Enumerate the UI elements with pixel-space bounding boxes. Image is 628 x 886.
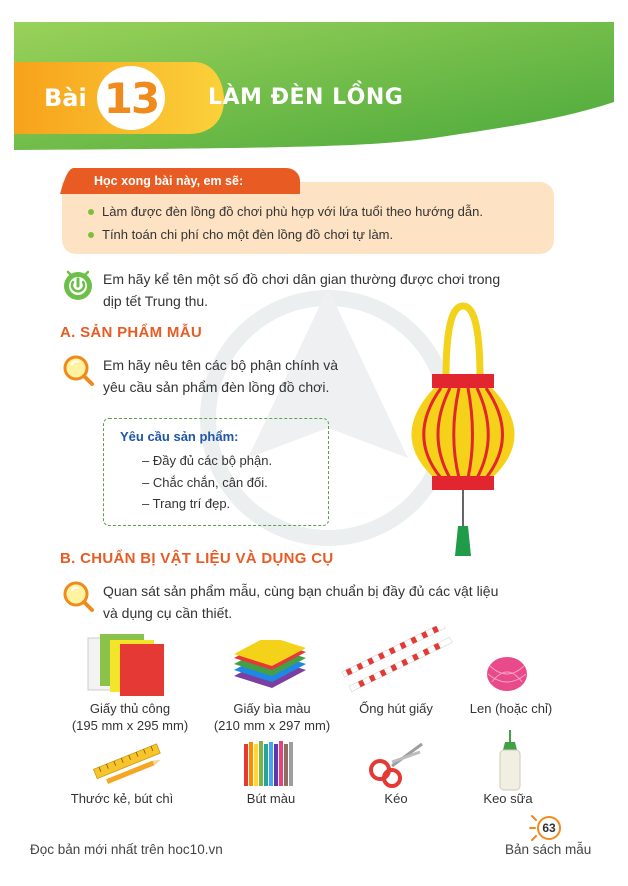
requirement-item: – Trang trí đẹp. [142, 496, 231, 511]
section-a-title: A. SẢN PHẨM MẪU [60, 324, 202, 341]
color-cardboard-icon [232, 640, 308, 696]
section-b-question-line: Quan sát sản phẩm mẫu, cùng bạn chuẩn bị đầy đủ các vật liệu [103, 583, 499, 599]
material-name: Kéo [384, 791, 408, 806]
objectives-tab [60, 168, 257, 194]
footer-note: Bản sách mẫu [505, 842, 592, 857]
lantern-illustration [408, 300, 518, 562]
material-item [468, 790, 548, 807]
color-pens-icon [242, 738, 298, 788]
material-item [346, 700, 446, 717]
material-item [62, 700, 198, 734]
section-b-title: B. CHUẨN BỊ VẬT LIỆU VÀ DỤNG CỤ [60, 550, 334, 567]
footer-source: Đọc bản mới nhất trên hoc10.vn [30, 842, 223, 857]
material-item [204, 700, 340, 734]
lesson-word: Bài [44, 84, 87, 112]
material-name: Giấy thủ công [89, 701, 171, 716]
intro-question-line: Em hãy kể tên một số đồ chơi dân gian thường được chơi trong [103, 271, 501, 287]
section-b-question [103, 580, 498, 624]
material-item [54, 790, 190, 807]
requirements-box [103, 418, 329, 526]
section-a-question-line: Em hãy nêu tên các bộ phận chính và [103, 357, 339, 373]
page-number: 63 [537, 816, 561, 840]
lesson-number-badge [97, 66, 165, 130]
material-size: (195 mm x 295 mm) [71, 718, 189, 733]
scissors-icon [366, 740, 426, 788]
lesson-title: LÀM ĐÈN LỒNG [208, 85, 404, 110]
section-a-question [103, 354, 338, 398]
requirements-title: Yêu cầu sản phẩm: [120, 429, 239, 444]
intro-question-line: dịp tết Trung thu. [103, 293, 209, 309]
magnifier-icon [60, 352, 96, 388]
section-b-question-line: và dụng cụ cần thiết. [103, 605, 233, 621]
yarn-ball-icon [484, 654, 530, 694]
material-name: Keo sữa [483, 791, 533, 806]
ruler-pencil-icon [92, 742, 164, 786]
objective-item: Tính toán chi phí cho một đèn lồng đồ chơi tự làm. [88, 223, 534, 246]
discuss-icon [60, 266, 96, 302]
magnifier-icon [60, 578, 96, 614]
material-name: Len (hoặc chỉ) [469, 701, 553, 716]
paper-straw-icon [338, 626, 458, 692]
lesson-number: 13 [103, 73, 159, 123]
material-name: Giấy bìa màu [233, 701, 311, 716]
material-item [456, 700, 566, 717]
colored-paper-icon [86, 632, 166, 698]
objective-item: Làm được đèn lồng đồ chơi phù hợp với lứa tuổi theo hướng dẫn. [88, 200, 534, 223]
glue-bottle-icon [496, 728, 524, 792]
requirement-item: – Đầy đủ các bộ phận. [142, 453, 273, 468]
objectives-heading: Học xong bài này, em sẽ: [94, 174, 244, 188]
material-name: Thước kẻ, bút chì [70, 791, 174, 806]
section-a-question-line: yêu cầu sản phẩm đèn lồng đồ chơi. [103, 379, 330, 395]
material-item [358, 790, 434, 807]
material-item [216, 790, 326, 807]
material-name: Ống hút giấy [359, 701, 433, 716]
material-size: (210 mm x 297 mm) [213, 718, 331, 733]
requirement-item: – Chắc chắn, cân đối. [142, 474, 268, 490]
material-name: Bút màu [246, 791, 296, 806]
